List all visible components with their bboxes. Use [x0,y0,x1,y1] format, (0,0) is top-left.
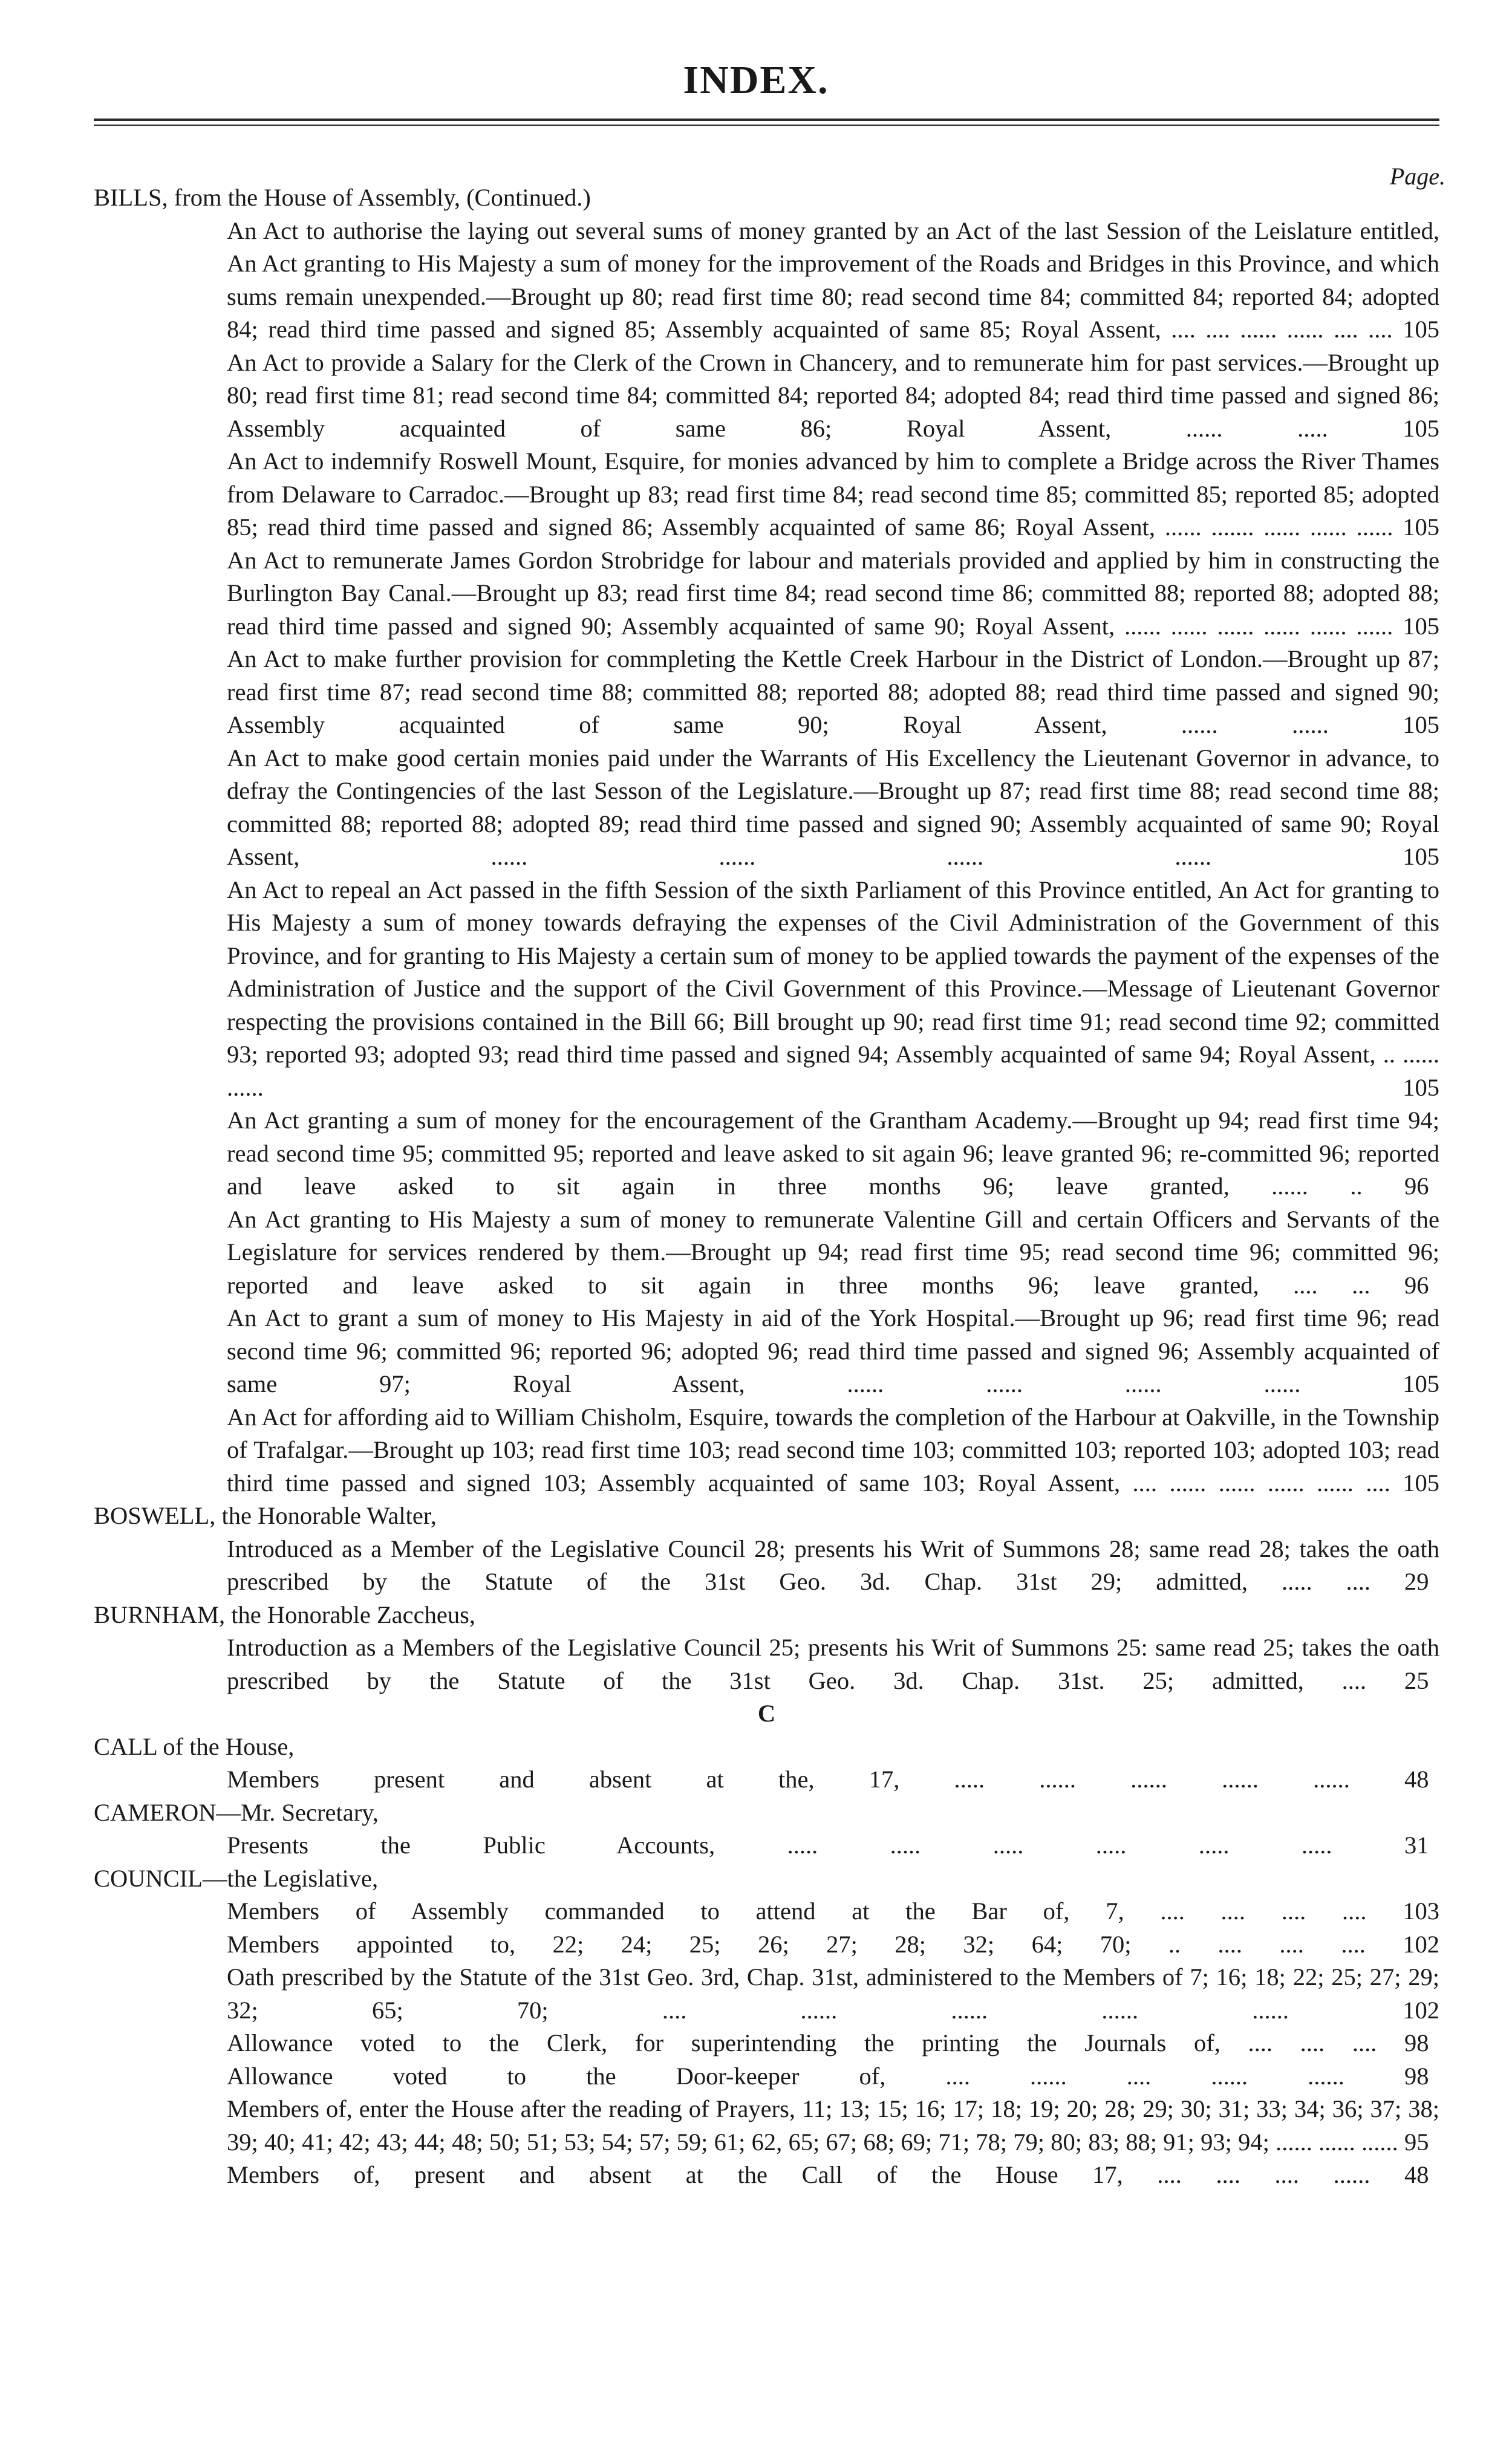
entry-page-number: 102 [1403,1930,1439,1958]
entry-page-number: 105 [1403,316,1439,343]
entry-text: Oath prescribed by the Statute of the 31st Geo. 3rd, Chap. 31st, administered to the Members of 7; 16; 18; 22; 25; 27; 29; 32; 65; 70; .... ...... ...... ...... ...... [227,1963,1439,2024]
entry-page-number: 95 [1404,2128,1429,2156]
entry-text: An Act to remunerate James Gordon Strobridge for labour and materials provided and applied by him in constructing the Burlington Bay Canal.—Brought up 83; read first time 84; read second time 86; committed 88; reported 88; adopted 88; read third time passed and signed 90; Assembly acquainted of same 90; Royal Assent, ...... ...... ...... ...... ...... ...... [227,546,1439,640]
entry-text: An Act to authorise the laying out several sums of money granted by an Act of the last Session of the Leislature entitled, An Act granting to His Majesty a sum of money for the improvement of the Roads and Bridges in this Province, and which sums remain unexpended.—Brought up 80; read first time 80; read second time 84; committed 84; reported 84; adopted 84; read third time passed and signed 85; Assembly acquainted of same 85; Royal Assent, .... .... ...... ...... .... .... [227,216,1439,343]
index-entry [227,2027,1439,2060]
index-body [94,181,1439,2192]
page-title: INDEX. [683,58,829,102]
index-entry [227,1401,1439,1500]
index-entry [227,2159,1439,2192]
index-entry [227,2093,1439,2159]
index-heading: BURNHAM, the Honorable Zaccheus, [94,1601,475,1628]
entry-text: An Act to grant a sum of money to His Majesty in aid of the York Hospital.—Brought up 96; read first time 96; read second time 96; committed 96; reported 96; adopted 96; read third time passed and signed 96; Assembly acquainted of same 97; Royal Assent, ...... ...... ...... ...... [227,1304,1439,1397]
entry-page-number: 105 [1403,711,1439,738]
index-entry [227,1302,1439,1401]
entry-page-number: 105 [1403,414,1439,442]
index-entry [227,1928,1439,1962]
entry-page-number: 31 [1404,1832,1429,1859]
index-entry [227,1203,1439,1302]
index-entry [227,643,1439,742]
entry-text: An Act to provide a Salary for the Clerk of the Crown in Chancery, and to remunerate him for past services.—Brought up 80; read first time 81; read second time 84; committed 84; reported 84; adopted 84; read third time passed and signed 86; Assembly acquainted of same 86; Royal Assent, ...... ..... [227,348,1439,442]
entry-text: Introduced as a Member of the Legislative Council 28; presents his Writ of Summons 28; same read 28; takes the oath prescribed by the Statute of the 31st Geo. 3d. Chap. 31st 29; admitted, ..... .... [227,1535,1439,1595]
index-entry [227,1104,1439,1203]
index-heading: BILLS, from the House of Assembly, (Continued.) [94,184,591,211]
entry-text: An Act to repeal an Act passed in the fifth Session of the sixth Parliament of this Province entitled, An Act for granting to His Majesty a sum of money towards defraying the expenses of the Civil Administration of the Government of this Province, and for granting to His Majesty a certain sum of money to be applied towards the payment of the expenses of the Administration of Justice and the support of the Civil Government of this Province.—Message of Lieutenant Governor respecting the provisions contained in the Bill 66; Bill brought up 90; read first time 91; read second time 92; committed 93; reported 93; adopted 93; read third time passed and signed 94; Assembly acquainted of same 94; Royal Assent, .. ...... ...... [227,876,1439,1101]
entry-page-number: 105 [1403,1469,1440,1497]
header-rule-top [94,119,1439,121]
entry-text: Members appointed to, 22; 24; 25; 26; 27; 28; 32; 64; 70; .. .... .... .... [227,1930,1366,1958]
index-entry [227,445,1439,544]
entry-page-number: 105 [1403,843,1440,870]
entry-text: Allowance voted to the Clerk, for superintending the printing the Journals of, .... .... .... [227,2029,1377,2056]
index-entry [227,544,1439,643]
index-entry [227,1533,1439,1599]
index-entry [227,874,1439,1105]
index-entry [227,1895,1439,1928]
entry-text: An Act for affording aid to William Chisholm, Esquire, towards the completion of the Harbour at Oakville, in the Township of Trafalgar.—Brought up 103; read first time 103; read second time 103; committed 103; reported 103; adopted 103; read third time passed and signed 103; Assembly acquainted of same 103; Royal Assent, .... ...... ...... ...... ...... .... [227,1403,1439,1497]
entry-page-number: 25 [1404,1666,1429,1694]
index-entry [227,1829,1439,1862]
index-heading: CALL of the House, [94,1732,295,1760]
index-heading: COUNCIL—the Legislative, [94,1864,379,1892]
entry-page-number: 105 [1403,612,1440,640]
index-heading: CAMERON—Mr. Secretary, [94,1798,379,1826]
entry-text: Allowance voted to the Door-keeper of, .... ...... .... ...... ...... [227,2062,1344,2090]
entry-text: Members of, enter the House after the reading of Prayers, 11; 13; 15; 16; 17; 18; 19; 20; 28; 29; 30; 31; 33; 34; 36; 37; 38; 39; 40; 41; 42; 43; 44; 48; 50; 51; 53; 54; 57; 59; 61; 62, 65; 67; 68; 69; 71; 78; 79; 80; 83; 88; 91; 93; 94; ...... ...... ...... [227,2095,1439,2156]
entry-page-number: 29 [1404,1568,1429,1595]
index-entry [227,742,1439,874]
entry-text: Presents the Public Accounts, ..... ..... ..... ..... ..... ..... [227,1832,1332,1859]
index-heading: BOSWELL, the Honorable Walter, [94,1502,437,1529]
index-entry [227,215,1439,346]
entry-page-number: 98 [1404,2062,1429,2090]
entry-text: Members of, present and absent at the Call of the House 17, .... .... .... ...... [227,2161,1370,2188]
entry-page-number: 48 [1404,2161,1429,2188]
page-column-label: Page. [1389,163,1445,190]
entry-page-number: 96 [1404,1172,1429,1200]
entry-page-number: 105 [1403,513,1439,541]
entry-text: Members of Assembly commanded to attend at the Bar of, 7, .... .... .... .... [227,1897,1367,1925]
section-letter: C [757,1700,776,1727]
entry-text: Members present and absent at the, 17, ..... ...... ...... ...... ...... [227,1766,1350,1793]
entry-page-number: 96 [1404,1271,1429,1299]
index-entry [227,346,1439,446]
entry-text: An Act to make good certain monies paid under the Warrants of His Excellency the Lieutenant Governor in advance, to defray the Contingencies of the last Sesson of the Legislature.—Brought up 87; read first time 88; read second time 88; committed 88; reported 88; adopted 89; read third time passed and signed 90; Assembly acquainted of same 90; Royal Assent, ...... ...... ...... ...... [227,744,1439,870]
entry-text: An Act to indemnify Roswell Mount, Esquire, for monies advanced by him to complete a Bridge across the River Thames from Delaware to Carradoc.—Brought up 83; read first time 84; read second time 85; committed 85; reported 85; adopted 85; read third time passed and signed 86; Assembly acquainted of same 86; Royal Assent, ...... ....... ...... ...... ...... [227,447,1439,541]
index-entry [227,1961,1439,2027]
entry-text: An Act granting a sum of money for the encouragement of the Grantham Academy.—Brought up 94; read first time 94; read second time 95; committed 95; reported and leave asked to sit again 96; leave granted 96; re-committed 96; reported and leave asked to sit again in three months 96; leave granted, ...... .. [227,1107,1439,1200]
entry-page-number: 103 [1403,1897,1439,1925]
index-entry [227,2060,1439,2093]
entry-text: An Act granting to His Majesty a sum of money to remunerate Valentine Gill and certain Officers and Servants of the Legislature for services rendered by them.—Brought up 94; read first time 95; read second time 96; committed 96; reported and leave asked to sit again in three months 96; leave granted, .... ... [227,1205,1439,1299]
entry-text: An Act to make further provision for commpleting the Kettle Creek Harbour in the District of London.—Brought up 87; read first time 87; read second time 88; committed 88; reported 88; adopted 88; read third time passed and signed 90; Assembly acquainted of same 90; Royal Assent, ...... ...... [227,645,1439,738]
entry-page-number: 98 [1404,2029,1429,2056]
entry-text: Introduction as a Members of the Legislative Council 25; presents his Writ of Summons 25: same read 25; takes the oath prescribed by the Statute of the 31st Geo. 3d. Chap. 31st. 25; admitted, .... [227,1634,1439,1694]
entry-page-number: 48 [1404,1766,1429,1793]
index-entry [227,1763,1439,1796]
entry-page-number: 105 [1403,1073,1439,1101]
entry-page-number: 102 [1403,1996,1439,2024]
index-entry [227,1631,1439,1697]
entry-page-number: 105 [1403,1370,1440,1397]
header-rule-bottom [94,125,1439,126]
